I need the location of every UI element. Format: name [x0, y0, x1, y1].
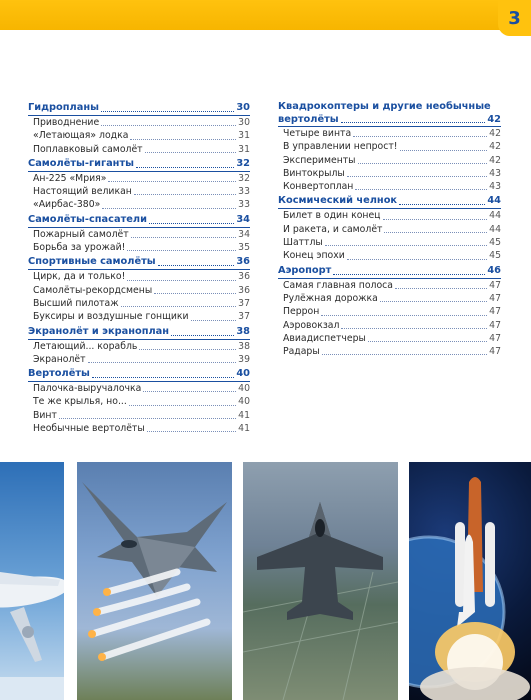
- toc-entry-title: Те же крылья, но...: [33, 396, 127, 408]
- toc-leader-dots: [321, 315, 487, 316]
- toc-entry[interactable]: [28, 310, 250, 323]
- airliner-photo: [0, 462, 64, 700]
- toc-leader-dots: [355, 189, 487, 190]
- toc-leader-dots: [325, 245, 487, 246]
- toc-page-number: 34: [238, 228, 250, 240]
- toc-entry[interactable]: [278, 223, 501, 236]
- toc-entry-title: Билет в один конец: [283, 210, 381, 222]
- toc-page-number: 47: [489, 292, 501, 304]
- toc-section-title: Самолёты-спасатели: [28, 213, 147, 225]
- toc-page-number: 33: [238, 199, 250, 211]
- toc-leader-dots: [143, 391, 236, 392]
- toc-leader-dots: [108, 181, 236, 182]
- toc-page-number: 44: [487, 195, 501, 207]
- toc-entry[interactable]: [278, 209, 501, 222]
- toc-page-number: 45: [489, 250, 501, 262]
- toc-page-number: 43: [489, 167, 501, 179]
- toc-entry[interactable]: [28, 395, 250, 408]
- toc-page-number: 32: [238, 172, 250, 184]
- toc-entry[interactable]: [278, 140, 501, 153]
- toc-entry-title: Винтокрылы: [283, 167, 345, 179]
- toc-leader-dots: [129, 405, 236, 406]
- toc-entry[interactable]: [278, 332, 501, 345]
- toc-entry-title: Конвертоплан: [283, 181, 354, 193]
- photo-strip: [0, 462, 531, 700]
- toc-leader-dots: [347, 259, 487, 260]
- toc-page-number: 47: [489, 279, 501, 291]
- toc-leader-dots: [101, 111, 234, 112]
- toc-leader-dots: [341, 328, 487, 329]
- toc-entry[interactable]: [28, 116, 250, 129]
- toc-entry-title: «Летающая» лодка: [33, 130, 129, 142]
- toc-entry-title: Борьба за урожай!: [33, 242, 126, 254]
- toc-page-number: 42: [489, 141, 501, 153]
- toc-entry-title: Цирк, да и только!: [33, 271, 126, 283]
- toc-leader-dots: [134, 194, 236, 195]
- toc-entry[interactable]: [278, 319, 501, 332]
- toc-entry[interactable]: [28, 422, 250, 435]
- toc-leader-dots: [380, 301, 487, 302]
- toc-entry[interactable]: [28, 185, 250, 198]
- toc-page-number: 38: [238, 340, 250, 352]
- toc-entry[interactable]: [28, 241, 250, 254]
- toc-entry[interactable]: [28, 143, 250, 156]
- toc-leader-dots: [145, 152, 237, 153]
- toc-leader-dots: [347, 176, 487, 177]
- toc-section[interactable]: [28, 324, 250, 339]
- toc-leader-dots: [136, 167, 234, 168]
- toc-page-number: 34: [236, 213, 250, 225]
- toc-entry[interactable]: [278, 249, 501, 262]
- toc-page-number: 41: [238, 409, 250, 421]
- toc-leader-dots: [399, 204, 485, 205]
- toc-page-number: 47: [489, 332, 501, 344]
- toc-section[interactable]: [28, 366, 250, 381]
- toc-page-number: 39: [238, 353, 250, 365]
- toc-entry-title: «Аирбас-380»: [33, 199, 101, 211]
- toc-entry-title: Поплавковый самолёт: [33, 143, 143, 155]
- top-color-band: [0, 0, 531, 30]
- toc-leader-dots: [92, 377, 234, 378]
- toc-leader-dots: [121, 306, 237, 307]
- toc-section[interactable]: [278, 193, 501, 208]
- toc-leader-dots: [101, 125, 236, 126]
- toc-page-number: 36: [238, 284, 250, 296]
- toc-entry[interactable]: [278, 305, 501, 318]
- toc-leader-dots: [127, 250, 236, 251]
- toc-entry-title: Эксперименты: [283, 154, 356, 166]
- toc-page-number: 47: [489, 306, 501, 318]
- toc-entry[interactable]: [28, 409, 250, 422]
- toc-leader-dots: [102, 208, 236, 209]
- toc-leader-dots: [171, 335, 234, 336]
- toc-entry-title: Буксиры и воздушные гонщики: [33, 311, 189, 323]
- toc-page-number: 40: [238, 396, 250, 408]
- toc-entry[interactable]: [278, 180, 501, 193]
- toc-leader-dots: [130, 139, 236, 140]
- toc-section-title: Гидропланы: [28, 102, 99, 113]
- toc-entry[interactable]: [278, 345, 501, 358]
- toc-page-number: 43: [489, 181, 501, 193]
- toc-page-number: 47: [489, 319, 501, 331]
- toc-page-number: 42: [489, 128, 501, 139]
- toc-section-quadcopters[interactable]: [278, 100, 501, 126]
- toc-leader-dots: [127, 280, 236, 281]
- toc-page-number: 47: [489, 346, 501, 358]
- toc-entry[interactable]: [28, 284, 250, 297]
- toc-leader-dots: [322, 354, 487, 355]
- toc-right-rows: [278, 127, 501, 358]
- toc-entry[interactable]: [278, 154, 501, 167]
- toc-leader-dots: [154, 293, 236, 294]
- toc-entry-title: Ан-225 «Мрия»: [33, 172, 107, 184]
- toc-page-number: 37: [238, 311, 250, 323]
- toc-entry-title: Авиадиспетчеры: [283, 332, 366, 344]
- space-shuttle-launch-photo: [409, 462, 531, 700]
- toc-entry-title: Самолёты-рекордсмены: [33, 284, 153, 296]
- toc-leader-dots: [368, 341, 487, 342]
- toc-entry[interactable]: [278, 292, 501, 305]
- toc-entry-title: Шаттлы: [283, 237, 323, 249]
- toc-page-number: 36: [236, 256, 250, 268]
- toc-leader-dots: [383, 219, 488, 220]
- toc-leader-dots: [384, 232, 487, 233]
- toc-section-title: Экранолёт и экраноплан: [28, 325, 170, 337]
- page-number: 3: [508, 7, 521, 29]
- toc-leader-dots: [158, 265, 235, 266]
- toc-entry[interactable]: [28, 129, 250, 142]
- toc-page-number: 32: [236, 157, 250, 169]
- toc-page-number: 37: [238, 297, 250, 309]
- toc-page-number: 30: [236, 102, 250, 113]
- toc-entry-title: Четыре винта: [283, 128, 352, 139]
- toc-entry-title: Высший пилотаж: [33, 297, 119, 309]
- toc-entry[interactable]: [28, 353, 250, 366]
- toc-leader-dots: [341, 122, 486, 123]
- toc-entry[interactable]: [28, 228, 250, 241]
- toc-page-number: 31: [238, 143, 250, 155]
- toc-entry[interactable]: [28, 382, 250, 395]
- toc-entry-title: В управлении непрост!: [283, 141, 398, 153]
- toc-entry[interactable]: [278, 127, 501, 140]
- toc-entry-title: Экранолёт: [33, 353, 86, 365]
- toc-section[interactable]: [28, 254, 250, 269]
- toc-entry[interactable]: [278, 236, 501, 249]
- toc-page-number: 36: [238, 271, 250, 283]
- toc-leader-dots: [333, 274, 485, 275]
- toc-page-number: 35: [238, 242, 250, 254]
- toc-entry-title: Рулёжная дорожка: [283, 292, 378, 304]
- toc-leader-dots: [139, 349, 236, 350]
- toc-leader-dots: [131, 237, 237, 238]
- toc-entry-title: Настоящий великан: [33, 186, 132, 198]
- toc-leader-dots: [88, 362, 237, 363]
- toc-leader-dots: [395, 288, 487, 289]
- toc-leader-dots: [191, 320, 237, 321]
- toc-entry-title: Радары: [283, 346, 320, 358]
- toc-leader-dots: [149, 223, 234, 224]
- toc-leader-dots: [353, 136, 487, 137]
- toc-page-number: 45: [489, 237, 501, 249]
- toc-page-number: 40: [238, 383, 250, 395]
- stealth-fighter-photo: [243, 462, 398, 700]
- toc-section-title: Вертолёты: [28, 368, 90, 380]
- toc-section[interactable]: [28, 212, 250, 227]
- toc-section-title-line1: Квадрокоптеры и другие необычные: [278, 101, 491, 112]
- toc-entry-title: Пожарный самолёт: [33, 228, 129, 240]
- toc-entry-title: Приводнение: [33, 117, 100, 128]
- toc-page-number: 42: [487, 114, 501, 125]
- toc-entry-title: Самая главная полоса: [283, 279, 393, 291]
- toc-entry-title: Винт: [33, 409, 57, 421]
- toc-leader-dots: [59, 418, 236, 419]
- toc-entry[interactable]: [278, 167, 501, 180]
- toc-leader-dots: [147, 431, 236, 432]
- toc-entry-title: Летающий... корабль: [33, 340, 138, 352]
- toc-entry[interactable]: [28, 340, 250, 353]
- toc-entry[interactable]: [278, 279, 501, 292]
- toc-page-number: 41: [238, 423, 250, 435]
- toc-section-title: Аэропорт: [278, 264, 332, 276]
- toc-leader-dots: [400, 150, 488, 151]
- toc-page-number: 40: [236, 368, 250, 380]
- toc-entry[interactable]: [28, 270, 250, 283]
- toc-entry[interactable]: [28, 297, 250, 310]
- toc-page-number: 42: [489, 154, 501, 166]
- fighter-jet-flares-photo: [77, 462, 232, 700]
- toc-section-title-line2: вертолёты: [278, 114, 339, 125]
- toc-entry[interactable]: [28, 172, 250, 185]
- toc-leader-dots: [358, 163, 488, 164]
- page-number-tab: [498, 0, 531, 36]
- toc-entry-title: Аэровокзал: [283, 319, 340, 331]
- toc-page-number: 31: [238, 130, 250, 142]
- toc-page-number: 30: [238, 117, 250, 128]
- toc-page-number: 44: [489, 210, 501, 222]
- toc-entry-title: Палочка-выручалочка: [33, 383, 142, 395]
- toc-entry[interactable]: [28, 198, 250, 211]
- toc-right-column: [278, 100, 501, 358]
- toc-section-title: Спортивные самолёты: [28, 256, 156, 268]
- toc-entry-title: И ракета, и самолёт: [283, 223, 383, 235]
- toc-section[interactable]: [28, 100, 250, 115]
- toc-page-number: 38: [236, 325, 250, 337]
- toc-section-title: Самолёты-гиганты: [28, 157, 134, 169]
- toc-page-number: 44: [489, 223, 501, 235]
- toc-section-title: Космический челнок: [278, 195, 398, 207]
- toc-entry-title: Конец эпохи: [283, 250, 345, 262]
- toc-page-number: 46: [487, 264, 501, 276]
- toc-left-column: [28, 100, 250, 435]
- toc-page-number: 33: [238, 186, 250, 198]
- toc-entry-title: Перрон: [283, 306, 320, 318]
- toc-section[interactable]: [28, 156, 250, 171]
- toc-entry-title: Необычные вертолёты: [33, 423, 145, 435]
- toc-section[interactable]: [278, 263, 501, 278]
